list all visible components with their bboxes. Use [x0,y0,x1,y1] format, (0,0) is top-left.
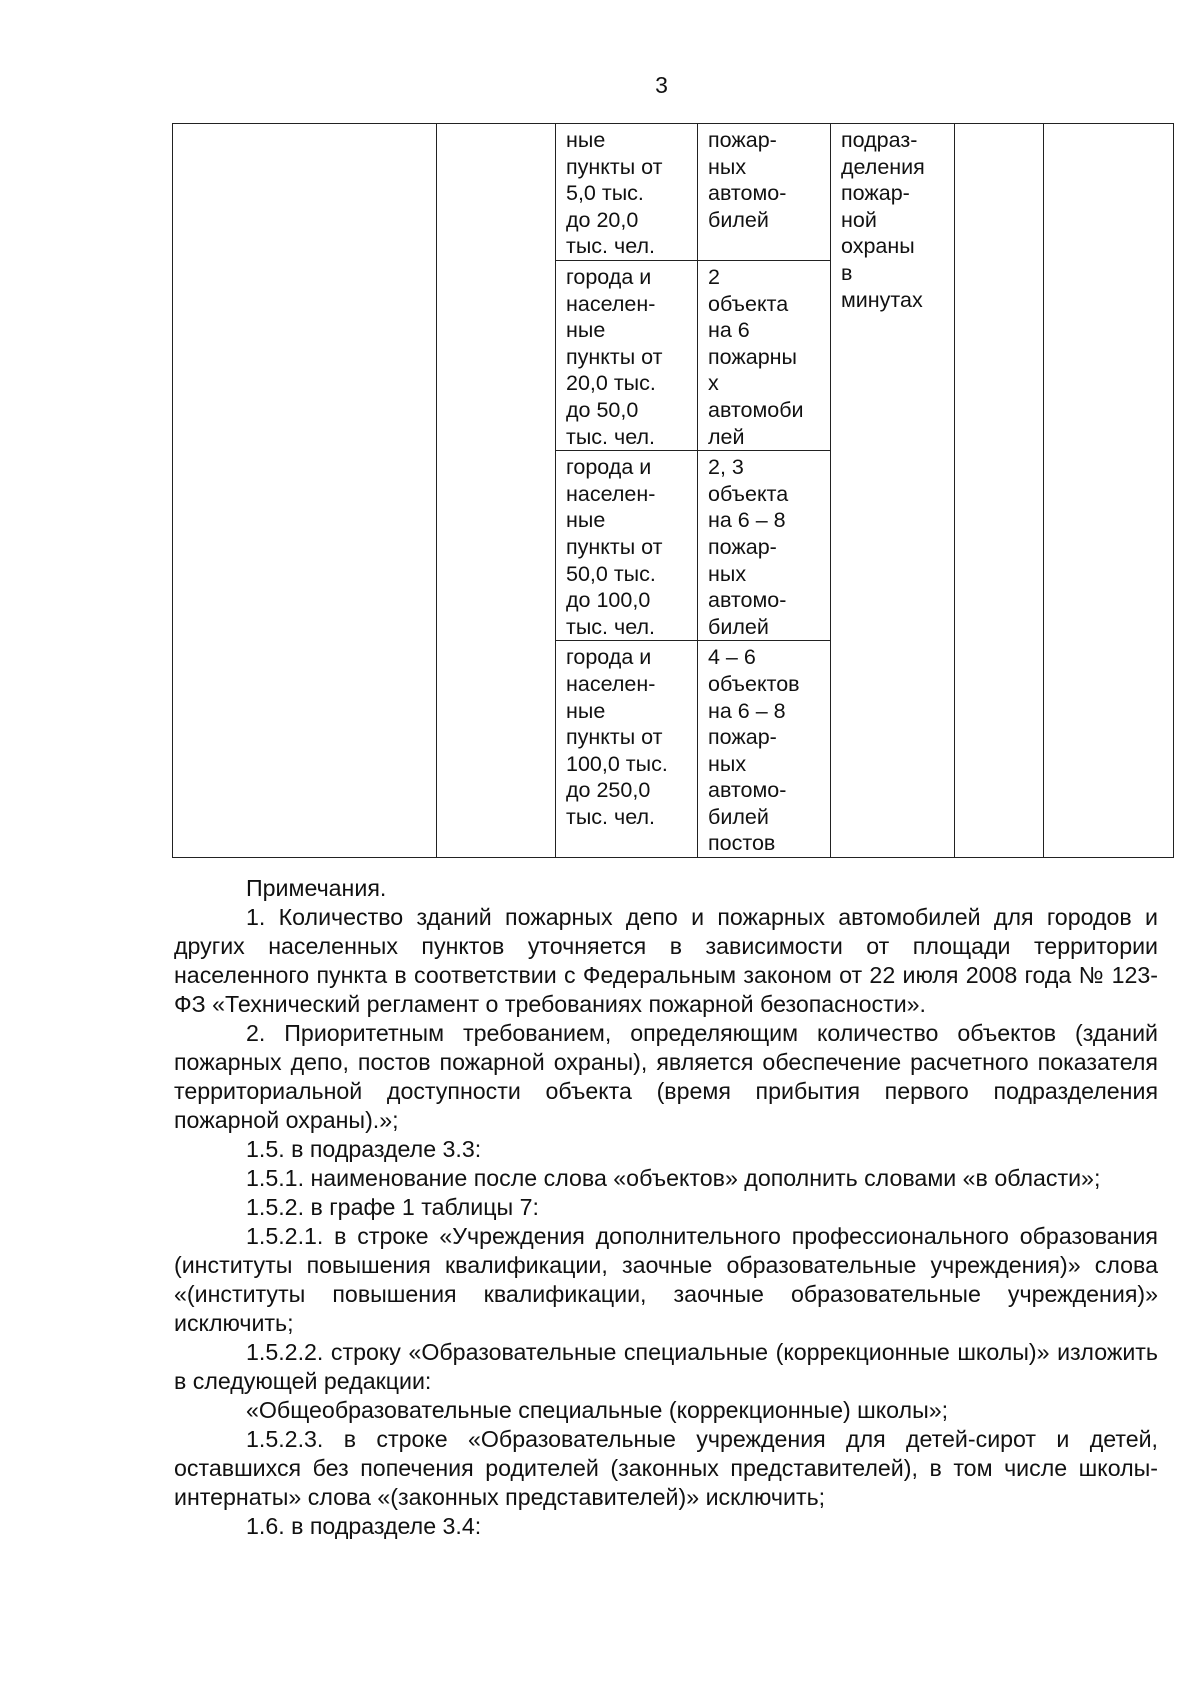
table-cell-objects: 2 объекта на 6 пожарны х автомоби лей [698,261,831,451]
amendment-paragraph: 1.5.2. в графе 1 таблицы 7: [246,1194,539,1220]
amendment-paragraph: 1.6. в подразделе 3.4: [246,1513,482,1539]
table-cell-objects: 4 – 6 объектов на 6 – 8 пожар- ных автомо- билей постов [698,641,831,858]
amendment-paragraph: 1.5.2.3. в строке «Образовательные учреждения для детей-сирот и детей, оставшихся без попечения родителей (законных представителей), в том числе школы-интернаты» слова «(законных представителей)» исключить; [174,1426,1158,1510]
table-cell-category: города и населен- ные пункты от 100,0 тыс. до 250,0 тыс. чел. [556,641,698,858]
amendment-paragraph: 1.5.2.1. в строке «Учреждения дополнительного профессионального образования (институты повышения квалификации, заочные образовательные учреждения)» слова «(институты повышения квалификации, заочные образовательные учреждения)» исключить; [174,1223,1158,1336]
amendment-paragraph: «Общеобразовательные специальные (коррекционные) школы»; [246,1397,949,1423]
table-cell-arrival-time: подраз- деления пожар- ной охраны в минутах [831,124,955,858]
table-cell-category: города и населен- ные пункты от 50,0 тыс. до 100,0 тыс. чел. [556,451,698,641]
amendment-paragraph: 1.5. в подразделе 3.3: [246,1136,482,1162]
table-cell-col2 [437,124,556,858]
table-cell-col1 [173,124,437,858]
table-cell-objects: 2, 3 объекта на 6 – 8 пожар- ных автомо- билей [698,451,831,641]
table-cell-col7 [1044,124,1174,858]
table-cell-category: города и населен- ные пункты от 20,0 тыс. до 50,0 тыс. чел. [556,261,698,451]
table-row [173,124,1174,261]
note-paragraph: 2. Приоритетным требованием, определяющим количество объектов (зданий пожарных депо, постов пожарной охраны), является обеспечение расчетного показателя территориальной доступности объекта (время прибытия первого подразделения пожарной охраны).»; [174,1020,1158,1133]
notes-heading: Примечания. [246,875,387,901]
table-cell-col6 [955,124,1044,858]
continued-table [172,123,1174,858]
table-cell-objects: пожар- ных автомо- билей [698,124,831,261]
amendment-paragraph: 1.5.1. наименование после слова «объектов» дополнить словами «в области»; [246,1165,1101,1191]
amendment-paragraph: 1.5.2.2. строку «Образовательные специальные (коррекционные школы)» изложить в следующей редакции: [174,1339,1158,1394]
notes-section [174,874,1158,1541]
note-paragraph: 1. Количество зданий пожарных депо и пожарных автомобилей для городов и других населенных пунктов уточняется в зависимости от площади территории населенного пункта в соответствии с Федеральным законом от 22 июля 2008 года № 123-ФЗ «Технический регламент о требованиях пожарной безопасности». [174,904,1158,1017]
page-number: 3 [655,72,668,98]
table-cell-category: ные пункты от 5,0 тыс. до 20,0 тыс. чел. [556,124,698,261]
